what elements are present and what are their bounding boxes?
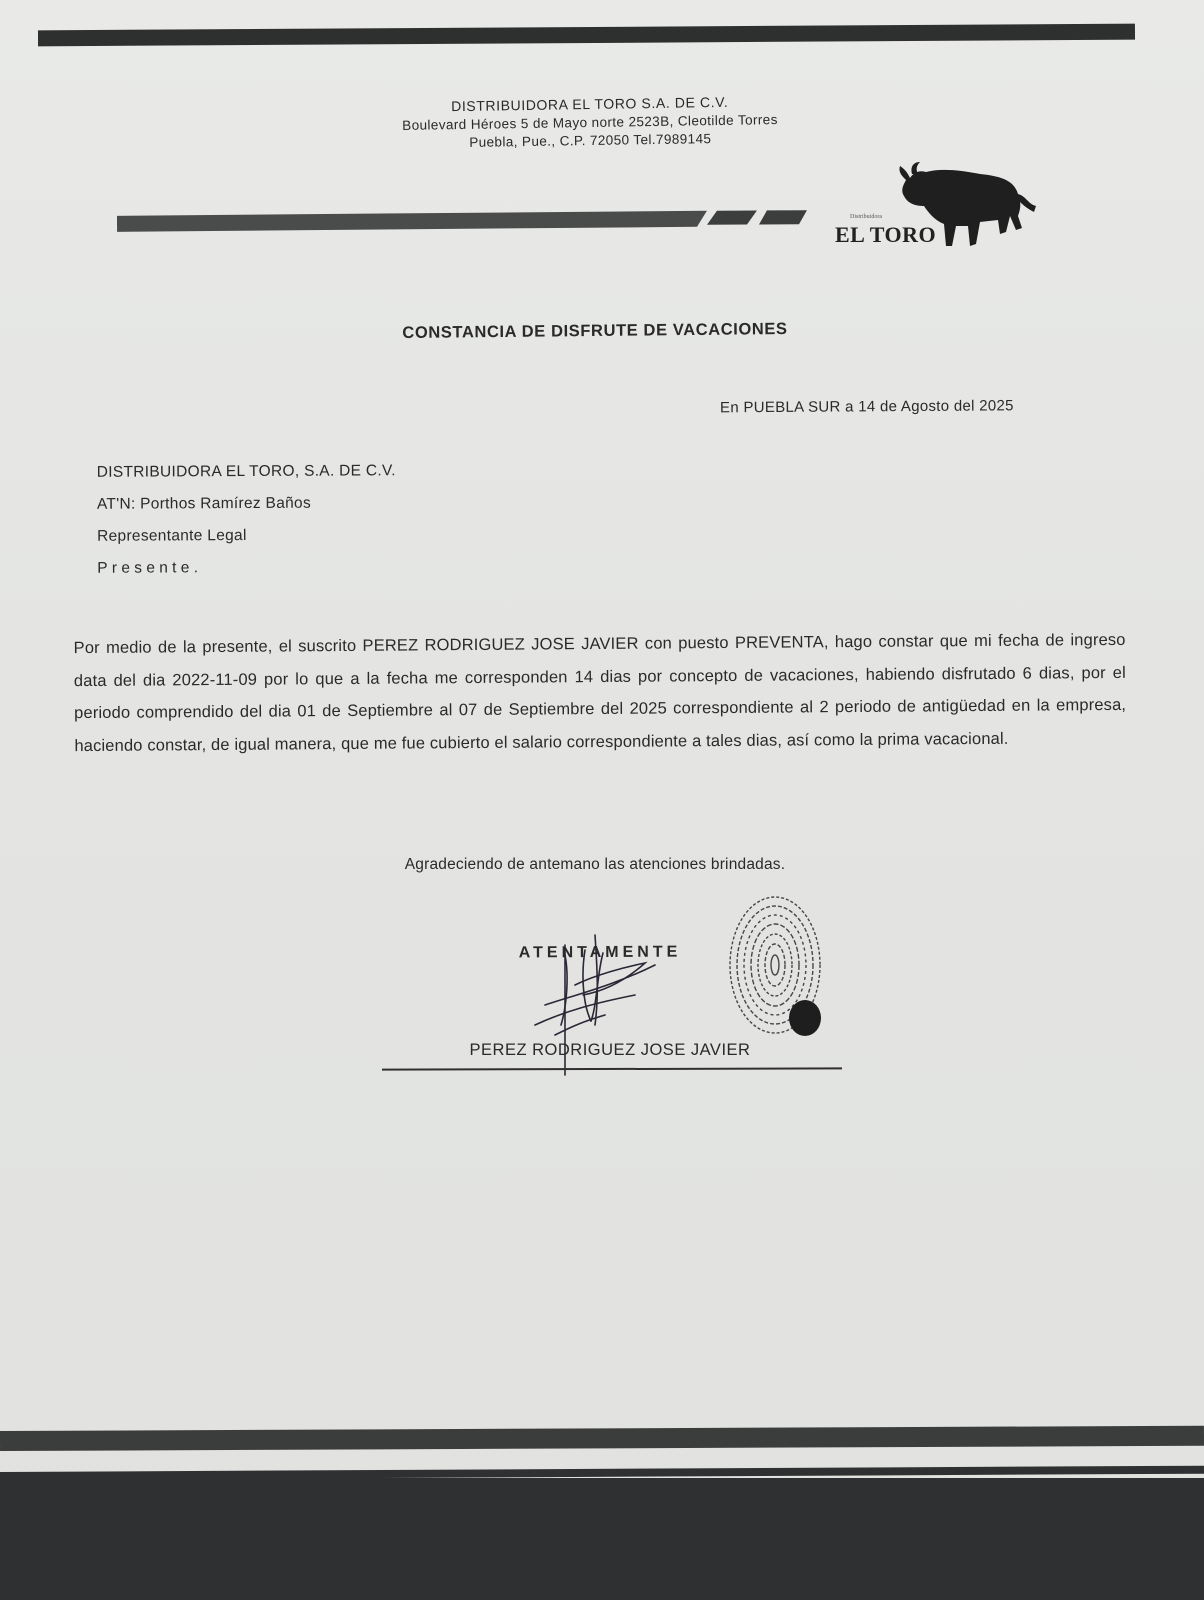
addressee-company: DISTRIBUIDORA EL TORO, S.A. DE C.V.	[96, 462, 396, 481]
addressee-presente: Presente.	[97, 559, 203, 577]
logo-wordmark: EL TORO	[835, 222, 937, 247]
letterhead-company: DISTRIBUIDORA EL TORO S.A. DE C.V.	[451, 93, 729, 115]
company-logo	[830, 160, 1060, 260]
header-band	[38, 24, 1135, 47]
letterhead	[300, 89, 881, 154]
bull-icon	[890, 160, 1040, 255]
logo-small-text: Distribuidora	[850, 214, 882, 220]
body-paragraph: Por medio de la presente, el suscrito PEREZ RODRIGUEZ JOSE JAVIER con puesto PREVENTA, hago constar que mi fecha de ingreso data del dia 2022-11-09 por lo que a la fecha me corresponden 14 dias por concepto de vacaciones, habiendo disfrutado 6 dias, por el periodo comprendido del dia 01 de Septiembre al 07 de Septiembre del 2025 correspondiente al 2 periodo de antigüedad en la empresa, haciendo constar, de igual manera, que me fue cubierto el salario correspondiente a tales dias, así como la prima vacacional.	[73, 630, 1127, 755]
addressee-role: Representante Legal	[97, 526, 247, 545]
letterhead-address: Boulevard Héroes 5 de Mayo norte 2523B, Cleotilde Torres	[402, 112, 778, 133]
fingerprint-icon	[720, 890, 840, 1060]
addressee-attention: AT'N: Porthos Ramírez Baños	[96, 494, 312, 513]
date-line: En PUEBLA SUR a 14 de Agosto del 2025	[719, 397, 1014, 417]
addressee-block	[97, 455, 397, 585]
footer-band-thin	[0, 1426, 1204, 1451]
salutation: ATENTAMENTE	[518, 943, 682, 962]
header-stripe	[117, 208, 817, 234]
footer-band-thick	[0, 1478, 1204, 1600]
letterhead-city-phone: Puebla, Pue., C.P. 72050 Tel.7989145	[469, 131, 712, 150]
closing-line: Agradeciendo de antemano las atenciones brindadas.	[404, 856, 786, 873]
document-title: CONSTANCIA DE DISFRUTE DE VACACIONES	[402, 319, 788, 343]
signer-name: PEREZ RODRIGUEZ JOSE JAVIER	[469, 1041, 751, 1059]
